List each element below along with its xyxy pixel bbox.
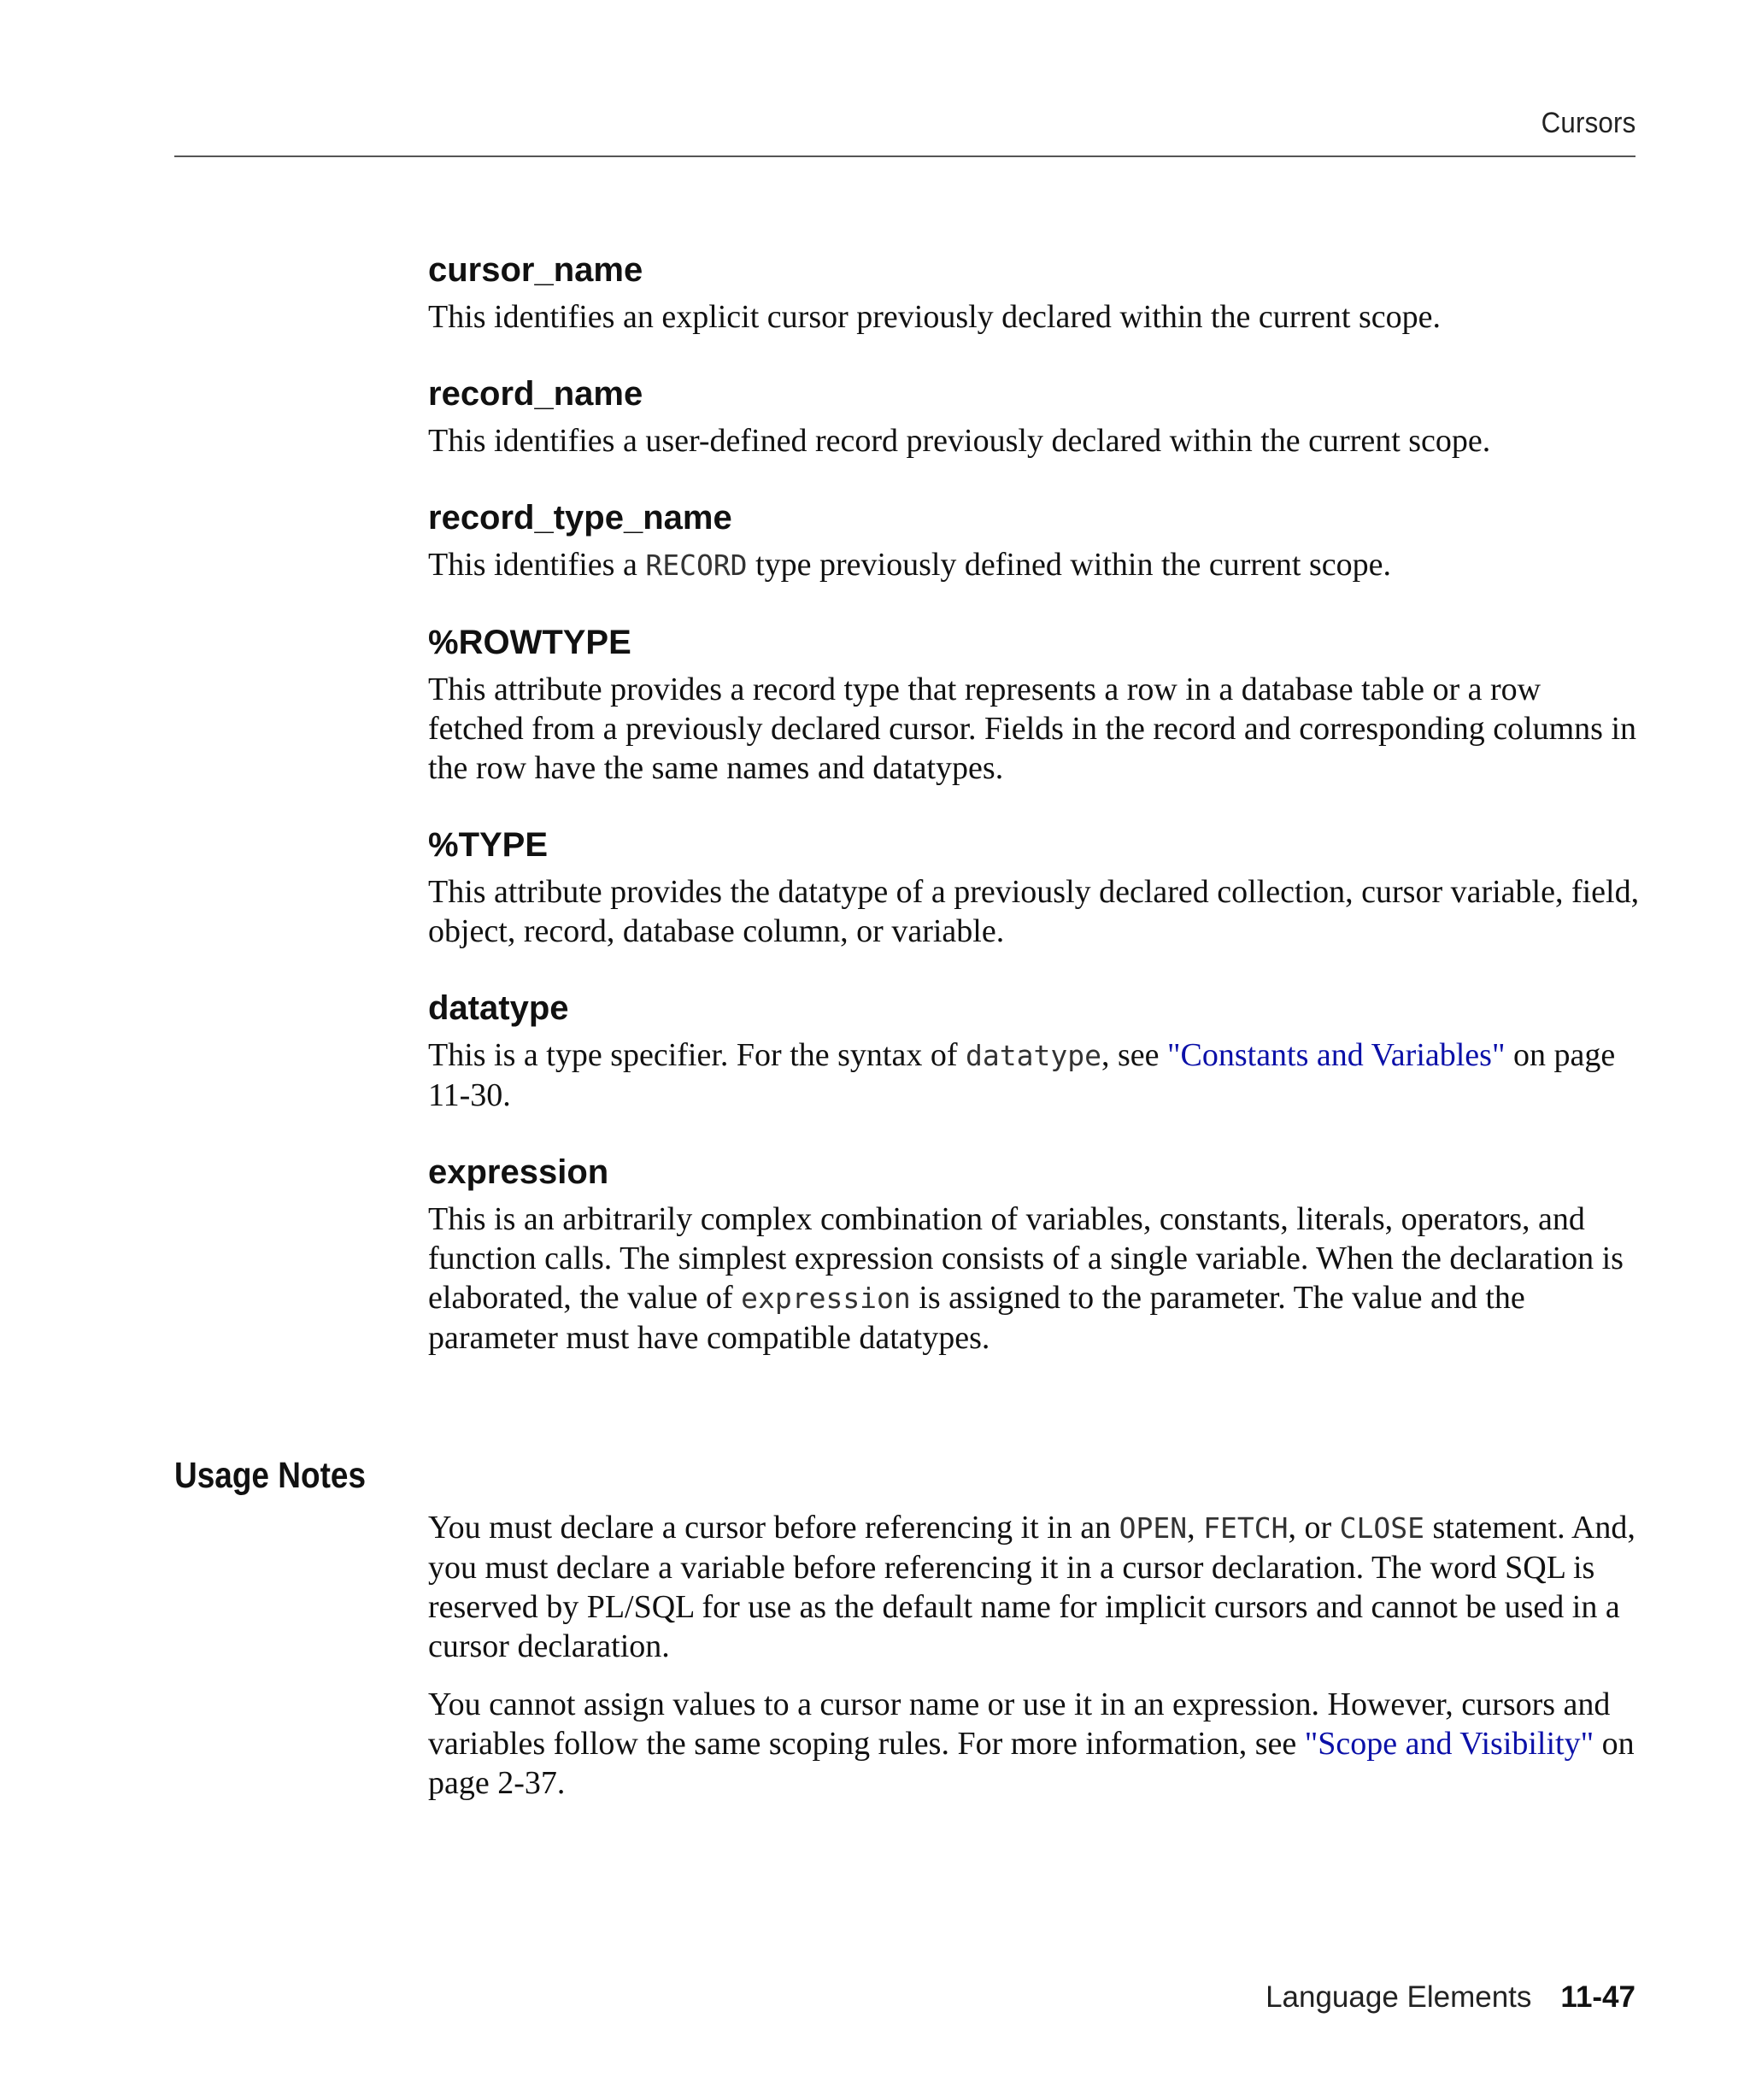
usage-paragraph	[428, 1508, 1641, 1666]
running-header-title: Cursors	[1541, 107, 1635, 139]
page-number: 11-47	[1560, 1980, 1635, 2014]
scope-and-visibility-link[interactable]: "Scope and Visibility"	[1304, 1726, 1594, 1762]
param-term: %ROWTYPE	[428, 624, 631, 661]
param-term: record_type_name	[428, 499, 732, 537]
desc-text: This identifies a	[428, 547, 646, 583]
header-rule	[174, 155, 1635, 157]
param-description	[428, 1200, 1641, 1358]
param-description: This attribute provides a record type that represents a row in a database table or a row fetched from a previously declared cursor. Fields in the record and corresponding columns in the row have the same names and datatypes.	[428, 672, 1637, 786]
param-term: %TYPE	[428, 826, 549, 864]
param-datatype	[428, 986, 1641, 1115]
desc-text: on page 11-30.	[428, 1037, 1616, 1113]
usage-paragraph	[428, 1685, 1641, 1803]
usage-notes-heading: Usage Notes	[174, 1455, 367, 1496]
param-description	[428, 1035, 1641, 1115]
parameter-descriptions	[428, 248, 1641, 1393]
inline-code: datatype	[966, 1039, 1101, 1072]
inline-code: OPEN	[1119, 1511, 1188, 1545]
page-footer	[1266, 1980, 1635, 2015]
param-term: record_name	[428, 375, 643, 413]
usage-text: You cannot assign values to a cursor name or use it in an expression. However, cursors and variables follow the same scoping rules. For more information, see	[428, 1686, 1611, 1762]
desc-text: This is a type specifier. For the syntax of	[428, 1037, 966, 1073]
inline-code: FETCH	[1203, 1511, 1289, 1545]
param-description	[428, 545, 1641, 585]
param-cursor-name	[428, 248, 1641, 337]
desc-text: type previously defined within the current scope.	[747, 547, 1392, 583]
inline-code: expression	[741, 1282, 911, 1315]
desc-text: This is an arbitrarily complex combination of variables, constants, literals, operators, and function calls. The simplest expression consists of a single variable. When the declaration is elaborated, the value of	[428, 1201, 1624, 1316]
usage-text: ,	[1187, 1510, 1204, 1546]
desc-text: is assigned to the parameter. The value and the parameter must have compatible datatypes.	[428, 1280, 1525, 1356]
footer-section-title: Language Elements	[1266, 1980, 1532, 2014]
param-type	[428, 823, 1641, 951]
param-record-name	[428, 372, 1641, 460]
inline-code: CLOSE	[1339, 1511, 1424, 1545]
usage-text: on page 2-37.	[428, 1726, 1635, 1801]
desc-text: , see	[1101, 1037, 1167, 1073]
param-description: This identifies a user-defined record previously declared within the current scope.	[428, 423, 1491, 459]
usage-text: , or	[1288, 1510, 1340, 1546]
param-record-type-name	[428, 496, 1641, 585]
param-term: cursor_name	[428, 251, 643, 289]
usage-notes-body	[428, 1508, 1641, 1803]
usage-text: statement. And, you must declare a variable before referencing it in a cursor declaration. The word SQL is reserved by PL/SQL for use as the default name for implicit cursors and cannot be used in a cursor declaration.	[428, 1510, 1635, 1664]
param-term: expression	[428, 1153, 609, 1191]
param-description: This identifies an explicit cursor previously declared within the current scope.	[428, 299, 1442, 335]
param-term: datatype	[428, 989, 569, 1027]
constants-and-variables-link[interactable]: "Constants and Variables"	[1166, 1037, 1506, 1073]
inline-code: RECORD	[645, 548, 748, 582]
usage-text: You must declare a cursor before referencing it in an	[428, 1510, 1119, 1546]
param-rowtype	[428, 620, 1641, 788]
param-expression	[428, 1150, 1641, 1358]
param-description: This attribute provides the datatype of a previously declared collection, cursor variable, field, object, record, database column, or variable.	[428, 874, 1640, 949]
